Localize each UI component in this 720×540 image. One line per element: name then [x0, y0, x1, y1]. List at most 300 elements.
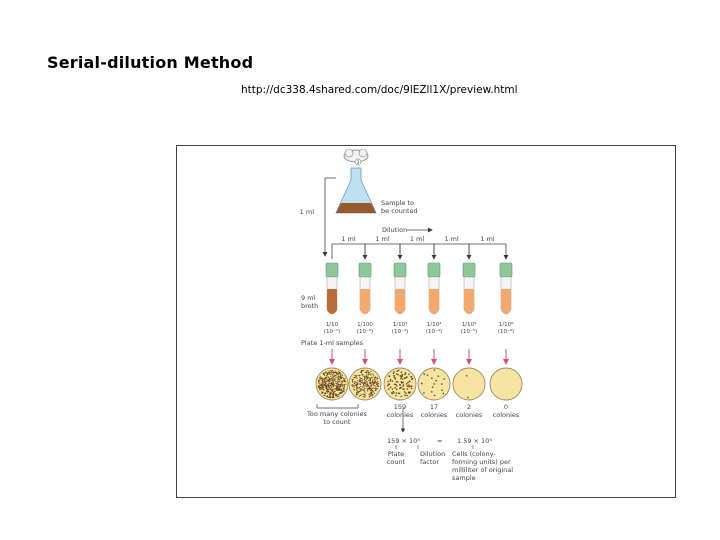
colony: [338, 388, 339, 389]
test-tube: [359, 263, 371, 314]
colony: [395, 378, 397, 380]
colony: [431, 391, 433, 393]
colony: [326, 396, 327, 397]
colony: [390, 386, 392, 388]
colony: [369, 377, 370, 378]
colony: [338, 376, 339, 377]
colony: [396, 381, 398, 383]
colony: [406, 376, 408, 378]
colony: [332, 374, 333, 375]
colony: [376, 382, 377, 383]
colony: [320, 385, 321, 386]
colony: [362, 386, 363, 387]
colony: [361, 394, 362, 395]
plate-count-line2: count: [386, 458, 406, 466]
colony: [360, 384, 361, 385]
transfer-arc: [400, 244, 434, 259]
dilution-ratios: [324, 321, 514, 335]
colony: [371, 390, 372, 391]
tube-liquid: [464, 289, 474, 314]
colony: [356, 382, 357, 383]
colony: [358, 391, 359, 392]
colony: [374, 379, 375, 380]
tube-liquid: [395, 289, 405, 314]
colony: [329, 395, 330, 396]
colony: [344, 380, 345, 381]
colony: [343, 391, 344, 392]
colony: [342, 381, 343, 382]
colony: [357, 384, 358, 385]
colony: [322, 382, 323, 383]
colony: [363, 393, 364, 394]
colony: [359, 388, 360, 389]
colony: [364, 385, 365, 386]
colony: [366, 379, 367, 380]
colony: [332, 381, 333, 382]
colony: [362, 374, 363, 375]
colony: [394, 376, 396, 378]
colony: [331, 383, 332, 384]
colony: [427, 374, 429, 376]
colony: [333, 386, 334, 387]
colony-word: colonies: [386, 411, 414, 419]
colony: [373, 387, 374, 388]
colony: [342, 384, 343, 385]
colony: [325, 371, 326, 372]
colony: [374, 385, 375, 386]
formula-equals: =: [437, 437, 443, 445]
plate-samples-label: Plate 1-ml samples: [301, 339, 364, 347]
dilution-factor-line1: Dilution: [420, 450, 446, 458]
colony: [336, 389, 337, 390]
colony: [330, 370, 331, 371]
colony: [333, 380, 334, 381]
colony: [337, 394, 338, 395]
colony: [337, 374, 338, 375]
colony: [396, 370, 398, 372]
colony: [400, 376, 402, 378]
colony: [325, 385, 326, 386]
flask-transfer-label: 1 ml: [299, 208, 314, 216]
colony: [332, 377, 333, 378]
broth-label-line2: broth: [301, 302, 319, 310]
colony: [402, 388, 404, 390]
colony: [340, 374, 341, 375]
colony: [322, 383, 323, 384]
colony: [367, 385, 368, 386]
dilution-ratio: 1/10: [325, 322, 339, 328]
colony: [372, 394, 373, 395]
colony: [368, 396, 369, 397]
cells-line2: forming units) per: [452, 458, 511, 466]
colony: [396, 385, 398, 387]
colony: [370, 371, 371, 372]
colony: [364, 394, 365, 395]
colony: [352, 386, 353, 387]
tube-liquid: [360, 289, 370, 314]
colony: [354, 375, 355, 376]
colony: [363, 396, 364, 397]
colony: [353, 379, 354, 380]
colony: [404, 377, 406, 379]
sample-label-line1: Sample to: [381, 199, 414, 207]
colony: [339, 373, 340, 374]
colony: [372, 380, 373, 381]
colony: [357, 390, 358, 391]
colony: [331, 389, 332, 390]
colony: [341, 378, 342, 379]
formula-right: 1.59 × 10⁵: [457, 437, 492, 445]
colony: [356, 393, 357, 394]
slide-title: Serial-dilution Method: [47, 53, 254, 72]
colony: [388, 383, 390, 385]
colony: [409, 385, 411, 387]
colony: [360, 372, 361, 373]
transfer-arc: [434, 244, 469, 259]
colony: [354, 377, 355, 378]
colony-word: colonies: [455, 411, 483, 419]
colony: [335, 375, 336, 376]
colony: [431, 377, 433, 379]
colony: [388, 388, 390, 390]
colony: [362, 382, 363, 383]
test-tube: [463, 263, 475, 314]
colony: [365, 380, 366, 381]
colony: [368, 374, 369, 375]
colony: [328, 380, 329, 381]
colony: [327, 384, 328, 385]
dilution-exponent: (10⁻³): [391, 329, 409, 335]
colony: [326, 390, 327, 391]
colony: [320, 379, 321, 380]
flask-sample: [336, 203, 376, 213]
colony: [443, 393, 445, 395]
colony: [374, 377, 375, 378]
colony: [324, 392, 325, 393]
colony: [354, 383, 355, 384]
colony: [344, 386, 345, 387]
colony: [326, 389, 327, 390]
tube-cap: [500, 263, 512, 277]
colony: [361, 370, 362, 371]
colony: [337, 382, 338, 383]
colony: [407, 385, 409, 387]
colony: [329, 392, 330, 393]
tube-cap: [359, 263, 371, 277]
colony: [322, 378, 323, 379]
colony: [333, 379, 334, 380]
colony-count: 17: [429, 403, 439, 411]
colony: [344, 378, 345, 379]
colony: [353, 389, 354, 390]
colony: [434, 369, 436, 371]
colony: [371, 388, 372, 389]
colony: [333, 397, 334, 398]
colony: [333, 383, 334, 384]
colony: [328, 383, 329, 384]
colony: [318, 381, 319, 382]
colony: [334, 378, 335, 379]
colony: [333, 385, 334, 386]
colony: [321, 385, 322, 386]
colony: [376, 377, 377, 378]
colony: [375, 386, 376, 387]
colony: [441, 383, 443, 385]
colony: [327, 392, 328, 393]
colony: [342, 385, 343, 386]
agar-plate: [490, 368, 522, 400]
colony: [337, 377, 338, 378]
colony-count: 0: [503, 403, 509, 411]
colony: [364, 388, 365, 389]
colony: [340, 385, 341, 386]
colony: [319, 383, 320, 384]
colony: [318, 387, 319, 388]
colony: [322, 392, 323, 393]
colony: [368, 380, 369, 381]
colony: [364, 391, 365, 392]
dilution-exponent: (10⁻⁶): [497, 329, 515, 335]
colony: [409, 381, 411, 383]
colony: [360, 386, 361, 387]
test-tube: [500, 263, 512, 314]
colony: [387, 381, 389, 383]
colony: [328, 377, 329, 378]
colony: [329, 394, 330, 395]
colony: [366, 372, 367, 373]
transfer-volume-label: 1 ml: [375, 235, 390, 243]
sample-label-line2: be counted: [381, 207, 418, 215]
colony: [342, 391, 343, 392]
transfer-volume-label: 1 ml: [341, 235, 356, 243]
colony: [393, 373, 395, 375]
colony: [423, 373, 425, 375]
colony: [365, 396, 366, 397]
flask-marker-text: 3: [356, 160, 360, 165]
colony: [336, 395, 337, 396]
colony: [324, 372, 325, 373]
colony: [323, 395, 324, 396]
colony: [335, 385, 336, 386]
colony: [339, 379, 340, 380]
colony: [369, 382, 370, 383]
colony: [371, 392, 372, 393]
colony: [404, 391, 406, 393]
colony: [321, 391, 322, 392]
colony: [337, 396, 338, 397]
tube-cap: [326, 263, 338, 277]
colony: [371, 382, 372, 383]
colony: [355, 376, 356, 377]
colony: [404, 395, 406, 397]
colony: [333, 389, 334, 390]
colony: [329, 374, 330, 375]
agar-plate: [384, 368, 416, 400]
colony: [329, 387, 330, 388]
colony: [332, 395, 333, 396]
test-tube: [326, 263, 338, 314]
agar-plates: [316, 368, 522, 400]
colony: [338, 373, 339, 374]
agar-plate: [316, 368, 348, 400]
colony: [370, 390, 371, 391]
colony: [338, 384, 339, 385]
test-tube: [428, 263, 440, 314]
colony: [361, 389, 362, 390]
colony: [334, 375, 335, 376]
colony: [363, 387, 364, 388]
source-url[interactable]: http://dc338.4shared.com/doc/9lEZll1X/preview.html: [241, 84, 518, 96]
dilution-exponent: (10⁻⁴): [425, 329, 443, 335]
colony: [372, 381, 373, 382]
colony: [401, 371, 403, 373]
colony: [324, 381, 325, 382]
colony: [372, 395, 373, 396]
agar-plate: [349, 368, 381, 400]
colony: [359, 387, 360, 388]
colony: [367, 375, 368, 376]
colony: [319, 385, 320, 386]
colony: [443, 378, 445, 380]
colony: [364, 378, 365, 379]
colony: [318, 382, 319, 383]
colony: [326, 387, 327, 388]
colony: [401, 382, 403, 384]
colony: [376, 378, 377, 379]
colony: [320, 376, 321, 377]
dilution-label: Dilution: [382, 226, 408, 234]
tube-liquid: [327, 289, 337, 314]
colony: [392, 380, 394, 382]
colony-counts: [387, 403, 520, 419]
agar-plate: [453, 368, 485, 400]
transfer-arc: [365, 244, 400, 259]
colony: [356, 392, 357, 393]
colony: [328, 371, 329, 372]
colony: [326, 381, 327, 382]
colony: [395, 384, 397, 386]
colony: [408, 384, 410, 386]
cells-line1: Cells (colony-: [452, 450, 496, 458]
colony: [408, 374, 410, 376]
colony: [366, 375, 367, 376]
colony: [370, 374, 371, 375]
colony: [352, 384, 353, 385]
colony: [423, 392, 425, 394]
colony: [330, 393, 331, 394]
colony: [372, 392, 373, 393]
plate-dish: [490, 368, 522, 400]
cotton-plug-lobe: [345, 149, 353, 157]
colony: [356, 388, 357, 389]
colony: [332, 390, 333, 391]
colony: [330, 379, 331, 380]
colony: [400, 396, 402, 398]
colony: [319, 377, 320, 378]
colony: [325, 383, 326, 384]
colony: [318, 385, 319, 386]
colony: [323, 373, 324, 374]
colony: [369, 378, 370, 379]
colony: [331, 374, 332, 375]
test-tube: [394, 263, 406, 314]
colony: [374, 381, 375, 382]
colony: [393, 391, 395, 393]
colony: [334, 391, 335, 392]
colony: [324, 379, 325, 380]
colony: [375, 389, 376, 390]
colony: [406, 383, 408, 385]
colony: [332, 375, 333, 376]
colony-count: 159: [393, 403, 407, 411]
colony: [326, 378, 327, 379]
colony: [327, 374, 328, 375]
colony: [373, 384, 374, 385]
colony: [405, 392, 407, 394]
colony: [435, 380, 437, 382]
dilution-exponent: (10⁻⁵): [460, 329, 478, 335]
colony: [356, 389, 357, 390]
colony: [341, 377, 342, 378]
colony: [336, 372, 337, 373]
colony: [339, 376, 340, 377]
colony: [399, 384, 401, 386]
transfer-arc: [469, 244, 506, 259]
colony: [344, 385, 345, 386]
colony-word: colonies: [420, 411, 448, 419]
colony: [330, 392, 331, 393]
colony: [434, 394, 436, 396]
tube-cap: [394, 263, 406, 277]
colony: [421, 383, 423, 385]
colony: [366, 384, 367, 385]
flask: [336, 149, 376, 213]
colony: [341, 383, 342, 384]
dilution-ratio: 1/10⁴: [426, 322, 442, 328]
colony: [328, 387, 329, 388]
colony: [370, 383, 371, 384]
colony: [359, 380, 360, 381]
colony: [395, 395, 397, 397]
colony: [377, 388, 378, 389]
colony: [387, 385, 389, 387]
colony: [365, 392, 366, 393]
colony: [371, 385, 372, 386]
colony: [343, 390, 344, 391]
colony: [376, 388, 377, 389]
dilution-exponent: (10⁻²): [356, 329, 374, 335]
colony: [370, 396, 371, 397]
colony: [361, 378, 362, 379]
colony: [355, 375, 356, 376]
colony: [343, 378, 344, 379]
colony: [371, 395, 372, 396]
transfer-arc: [332, 244, 365, 259]
dilution-tubes: [326, 263, 512, 314]
colony: [397, 374, 399, 376]
colony: [467, 397, 469, 399]
colony: [391, 392, 393, 394]
colony: [396, 373, 398, 375]
colony: [363, 385, 364, 386]
transfer-volume-label: 1 ml: [444, 235, 459, 243]
colony: [466, 375, 468, 377]
colony: [360, 395, 361, 396]
tube-cap: [428, 263, 440, 277]
too-many-label-line2: to count: [323, 418, 351, 426]
colony: [388, 375, 390, 377]
colony: [394, 387, 396, 389]
